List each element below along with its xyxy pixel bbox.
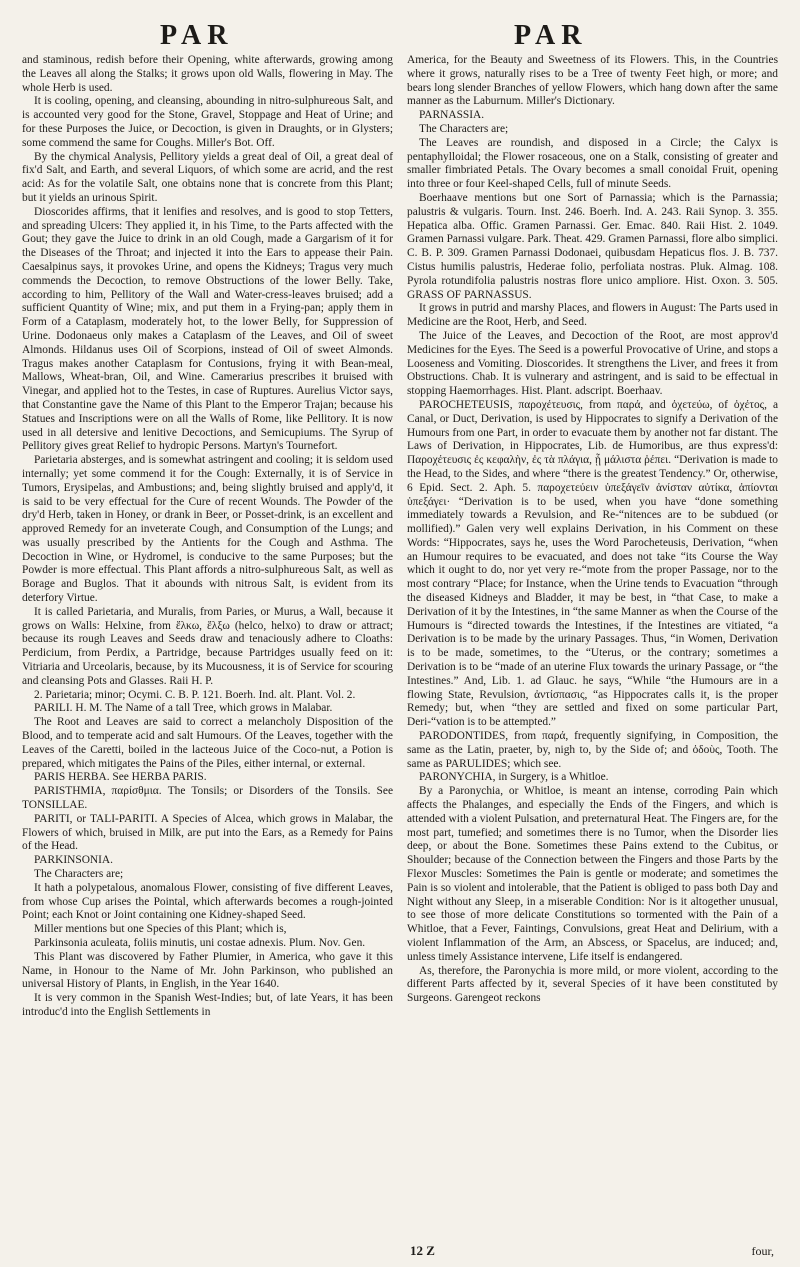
left-column <box>22 54 393 1020</box>
paragraph: It is very common in the Spanish West-Indies; but, of late Years, it has been introduc'd into the English Settlements in <box>22 992 393 1018</box>
running-headers <box>22 20 778 54</box>
running-head-right: PAR <box>514 20 588 51</box>
paragraph: PARKINSONIA. <box>34 854 114 867</box>
paragraph: It hath a polypetalous, anomalous Flower, consisting of five different Leaves, from whose Cup arises the Pointal, which afterwards becomes a rough-jointed Point; each Knot or Joint containing one Kidney-shaped Seed. <box>22 881 393 922</box>
paragraph: PARILI. H. M. The Name of a tall Tree, which grows in Malabar. <box>34 702 333 715</box>
paragraph: PARONYCHIA, in Surgery, is a Whitloe. <box>419 771 609 784</box>
right-column <box>407 54 778 1020</box>
paragraph: PARISTHMIA, παρίσθμια. The Tonsils; or Disorders of the Tonsils. See TONSILLAE. <box>22 785 393 812</box>
paragraph: PARIS HERBA. See HERBA PARIS. <box>34 771 207 784</box>
paragraph: Parietaria absterges, and is somewhat astringent and cooling; it is seldom used internally; yet some commend it for the Cough: Externally, it is of Service in Tumors, Erysipelas, and Ambustions; and, being slightly bruised and apply'd, it is said to be very effectual for the Cure of recent Wounds. The Powder of the dry'd Herb, taken in Honey, or drank in Beer, or Posset-drink, is an excellent and approved Remedy for an inveterate Cough, and Consumption of the Lungs; and was usually prescribed by the Antients for the Cough and Asthma. The Decoction in Wine, or Hydromel, is conducive to the same Purposes; but the Powder is more effectual. This Plant affords a nitro-sulphureous Salt, as well as Borage and Buglos. That it abounds with nitrous Salt, is evident from its deterfory Virtue. <box>22 454 393 605</box>
paragraph: By the chymical Analysis, Pellitory yields a great deal of Oil, a great deal of fix'd Salt, and Earth, and several Liquors, of which some are acrid, and the rest acid: As for the volatile Salt, one obtains none that is concrete from this Plant; but it yields an urinous Spirit. <box>22 150 393 204</box>
paragraph: The Characters are; <box>34 868 124 881</box>
paragraph: By a Paronychia, or Whitloe, is meant an intense, corroding Pain which affects the Phalanges, and especially the Ends of the Fingers, and which is attended with a violent Pulsation, and preternatural Heat. The Fingers are, for the most part, tumefied; and sometimes there is no Tumor, when the Disorder lies deep, or about the Bone. Sometimes these Pains extend to the Cubitus, or Shoulder; because of the Connection between the Fingers and those Parts by the Flexor Muscles: Sometimes the Pain is gentle or moderate; and sometimes the Pain is so violent and intolerable, that the Patient is obliged to pass both Day and Night without any Sleep, in a miserable Condition: Nor is it altogether unusual, to see those of more delicate Constitutions so tormented with the Pain of a Whitloe, that a Fever, Faintings, Convulsions, great Heat and Delirium, with a violent Inflammation of the Arm, an Abscess, or Spacelus, are induced; and, unless timely Assistance intervene, Life itself is endangered. <box>407 785 778 963</box>
paragraph: Parkinsonia aculeata, foliis minutis, uni costae adnexis. Plum. Nov. Gen. <box>34 937 366 949</box>
text-columns <box>22 54 778 1020</box>
paragraph: The Root and Leaves are said to correct a melancholy Disposition of the Blood, and to temperate acid and salt Humours. Of the Leaves, together with the Leaves of the Caretti, boiled in the lacteous Juice of the Coco-nut, a Potion is prepared, which mitigates the Pains of the Piles, either internal, or external. <box>22 716 393 770</box>
paragraph: PARNASSIA. <box>419 109 485 122</box>
paragraph: It is cooling, opening, and cleansing, abounding in nitro-sulphureous Salt, and is accounted very good for the Stone, Gravel, Stoppage and Heat of Urine; and for these Purposes the Juice, or Decoction, is given in Draughts, or in Glysters; some commend the same for Coughs. Miller's Bot. Off. <box>22 95 393 149</box>
paragraph: It is called Parietaria, and Muralis, from Paries, or Murus, a Wall, because it grows on Walls: Helxine, from ἕλκω, ἕλξω (helco, helxo) to draw or attract; because its rough Leaves and Seeds draw and tenaciously adhere to Cloaths: Perdicium, from Perdix, a Partridge, because Partridges usually feed on it: Vitriaria and Urceolaris, because, by its Mucousness, it is of Service for scouring and cleansing Pots and Glasses. Raii H. P. <box>22 605 393 687</box>
paragraph: PARITI, or TALI-PARITI. A Species of Alcea, which grows in Malabar, the Flowers of which, bruised in Milk, are put into the Ears, as a Remedy for Pains of the Head. <box>22 812 393 853</box>
paragraph: PARODONTIDES, from παρά, frequently signifying, in Composition, the same as the Latin, praeter, by, nigh to, by the Side of; and ὀδοὺς, Tooth. The same as PARULIDES; which see. <box>407 730 778 770</box>
paragraph: Boerhaave mentions but one Sort of Parnassia; which is the Parnassia; palustris & vulgaris. Tourn. Inst. 246. Boerh. Ind. A. 243. Raii Synop. 3. 355. Hepatica alba. Offic. Gramen Parnassi. Ger. Emac. 840. Raii Hist. 2. 1049. Gramen Parnassi vulgare. Park. Theat. 429. Gramen Parnassi, flore albo simplici. C. B. P. 309. Gramen Parnassi Dodonaei, quibusdam Hepaticus flos. J. B. 737. Cistus humilis palustris, Hederae folio, perfoliata nostras. Pluk. Almag. 108. Pyrola rotundifolia palustris nostras flore unico ampliore. Hist. Oxon. 3. 505. GRASS OF PARNASSUS. <box>407 191 778 301</box>
paragraph: and staminous, redish before their Opening, white afterwards, growing among the Leaves all along the Stalks; it grows upon old Walls, flowering in May. The whole Herb is used. <box>22 54 393 94</box>
paragraph: It grows in putrid and marshy Places, and flowers in August: The Parts used in Medicine are the Root, Herb, and Seed. <box>407 302 778 329</box>
paragraph: America, for the Beauty and Sweetness of its Flowers. This, in the Countries where it grows, naturally rises to be a Tree of twenty Feet high, or more; and bears long slender Branches of yellow Flowers, which hang down after the same manner as the Laburnum. Miller's Dictionary. <box>407 54 778 108</box>
paragraph: Miller mentions but one Species of this Plant; which is, <box>34 923 287 936</box>
signature-mark: 12 Z <box>410 1243 435 1258</box>
paragraph: This Plant was discovered by Father Plumier, in America, who gave it this Name, in Honour to the Name of Mr. John Parkinson, who published an universal History of Plants, in English, in the Year 1640. <box>22 950 393 991</box>
paragraph: The Characters are; <box>419 122 509 135</box>
paragraph: The Leaves are roundish, and disposed in a Circle; the Calyx is pentaphylloidal; the Flower rosaceous, one on a Stalk, consisting of greater and smaller fimbriated Petals. The Ovary becomes a small conoidal Fruit, opening into three or four Keel-shaped Cells, full of minute Seeds. <box>407 136 778 191</box>
paragraph: Dioscorides affirms, that it lenifies and resolves, and is good to stop Tetters, and spreading Ulcers: They applied it, in his Time, to the Parts affected with the Gout; they gave the Juice to drink in an old Cough, made a Gargarism of it for the Diseases of the Throat; and injected it into the Ears to appease their Pain. Caesalpinus says, it provokes Urine, and opens the Kidneys; Tragus very much commends the Decoction, to remove Obstructions of the lower Belly. Take, according to him, Pellitory of the Wall and Water-cress-leaves bruised; add a sufficient Quantity of Wine; mix, and put them in a Frying-pan; apply them in Form of a Cataplasm, moderately hot, to the lower Belly, for Suppression of Urine. Dodonaeus only makes a Cataplasm of the Leaves, and Oil of sweet Almonds. Hildanus uses Oil of Scorpions, instead of Oil of sweet Almonds. Tragus makes another Cataplasm for Contusions, frying it with Bean-meal, Mallows, Wheat-bran, Oil, and Wine. Camerarius prescribes it bruised with Vinegar, and applied hot to the Testes, in case of Ruptures. Aurelius Victor says, that Constantine gave the Name of this Plant to the Emperor Trajan; because his Statues and Inscriptions were on all the Walls of Rome, like Pellitory. It is now used in all detersive and lenitive Decoctions, and Semicupiums. The Syrup of Pellitory gives great Relief to hydropic Persons. Martyn's Tournefort. <box>22 205 393 453</box>
paragraph: As, therefore, the Paronychia is more mild, or more violent, according to the different Parts affected by it, several Species of it have been constituted by Surgeons. Garengeot reckons <box>407 964 778 1005</box>
running-head-left: PAR <box>160 20 234 51</box>
paragraph: PAROCHETEUSIS, παροχέτευσις, from παρά, and ὀχετεύω, of ὀχέτος, a Canal, or Duct, Derivation, is used by Hippocrates to signify a Derivation of the Humours from one Part, in order to evacuate them by another not far distant. The Laws of Derivation, in Hippocrates, Lib. de Humoribus, are thus express'd: Παροχέτευσις ἐς κεφαλὴν, ἐς τὰ πλάγια, ᾗ μάλιστα ῥέπει. “Derivation is made to the Head, to the Sides, and where “there is the greatest Tendency.” Or, otherwise, 6 Epid. Sect. 2. Aph. 5. παροχετεύειν ὑπεξάγεῖν ἀνίσταν αὐτίκα, ἀπίονται ὑπεξάγει· “Derivation is to be used, when you have “done something immediately towards a Revulsion, and Re-“nitences are to be subdued (or mollified).” Galen very well explains Derivation, in his Comment on these Words: “Hippocrates, says he, uses the Word Parocheteusis, Derivation, “when an Humour requires to be evacuated, and does not take “its Course the Way which it ought to do, nor yet very re-“mote from the proper Passage, nor to the most contrary “Place; for Instance, when the Urine tends to Evacuation “through the diseased Kidneys and Bladder, it may be best, in “that Case, to make a Derivation of it by the Intestines, in “the same Manner as when the Course of the Humours is “directed towards the Intestines, if the Intestines are vitiated, “a Derivation is to be made by the urinary Passages. Thus, “in Women, Derivation is to be made, sometimes, to the “Uterus, or the contrary; sometimes a Derivation is to be “made of an uterine Flux towards the urinary Passage, or “the Intestines.” And, Lib. 1. ad Glauc. he says, “While “the Humours are in a flowing State, Revulsion, ἀντίσπασις, “as Hippocrates calls it, is the proper Remedy; but, when “they are settled and fixed on some particular Part, Deri-“vation is to be attempted.” <box>407 398 778 729</box>
catchword: four, <box>751 1244 774 1258</box>
paragraph: The Juice of the Leaves, and Decoction of the Root, are most approv'd Medicines for the Eyes. The Seed is a powerful Provocative of Urine, and stops a Looseness and Vomiting. Dioscorides. It strengthens the Liver, and frees it from Obstructions. Chab. It is vulnerary and astringent, and is said to be effectual in stopping Haemorrhages. Hist. Plant. adscript. Boerhaav. <box>407 329 778 398</box>
paragraph: 2. Parietaria; minor; Ocymi. C. B. P. 121. Boerh. Ind. alt. Plant. Vol. 2. <box>34 688 356 701</box>
